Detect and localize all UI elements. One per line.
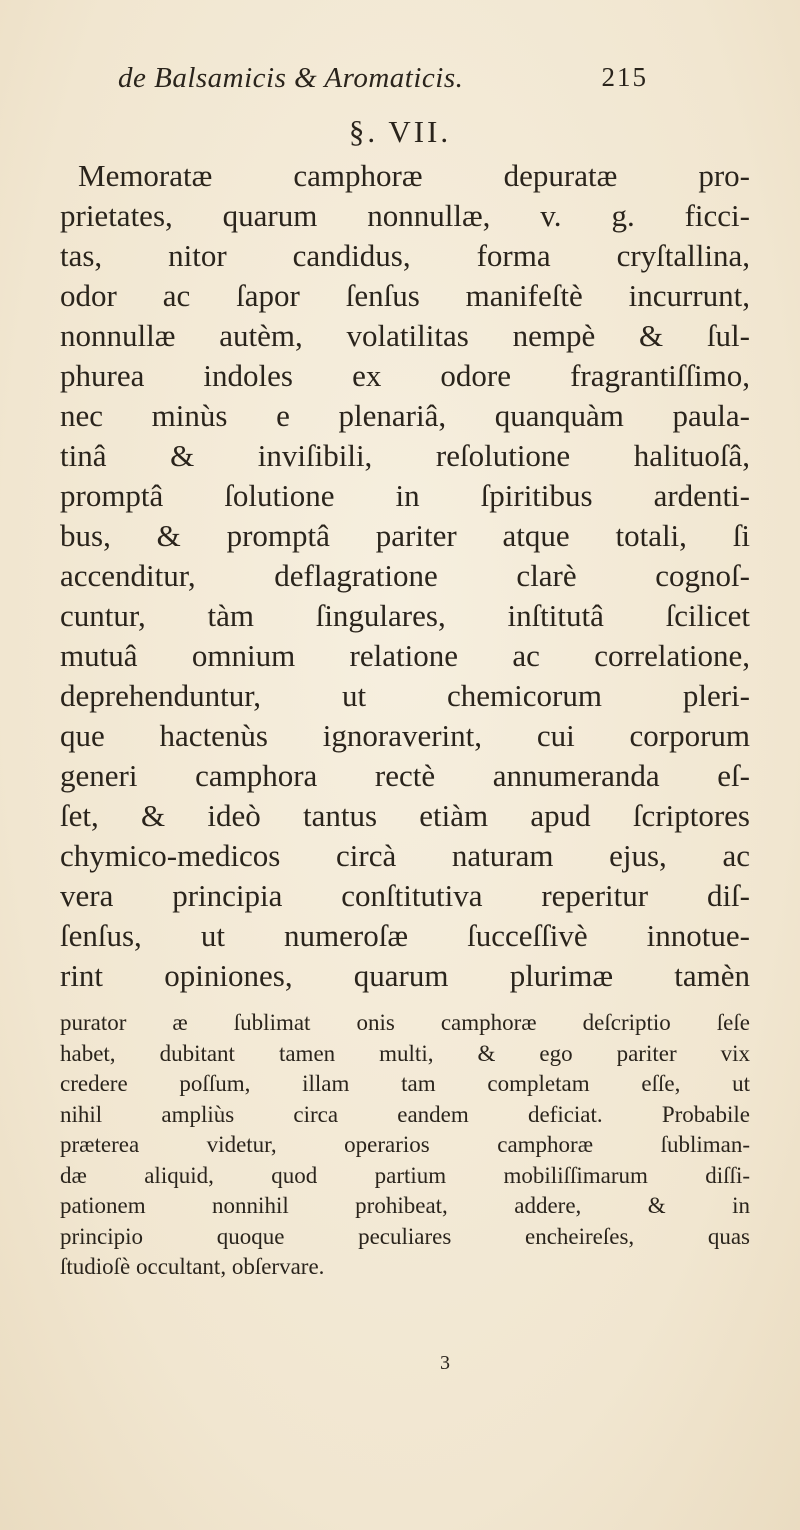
footnote-line: credere poſſum, illam tam completam eſſe, ut — [60, 1071, 750, 1096]
footnote-line: præterea videtur, operarios camphoræ ſubliman- — [60, 1132, 750, 1157]
text-line: Memoratæ camphoræ depuratæ pro- — [78, 158, 750, 193]
footnote-line: ſtudioſè occultant, obſervare. — [60, 1254, 325, 1279]
text-line: vera principia conſtitutiva reperitur diſ- — [60, 878, 750, 913]
section-heading: §. VII. — [348, 114, 452, 149]
text-line: accenditur, deflagratione clarè cognoſ- — [60, 558, 750, 593]
text-line: ſenſus, ut numeroſæ ſucceſſivè innotue- — [60, 918, 750, 953]
running-title: de Balsamicis & Aromaticis. — [118, 62, 464, 94]
text-line: chymico-medicos circà naturam ejus, ac — [60, 838, 750, 873]
text-line: promptâ ſolutione in ſpiritibus ardenti- — [60, 478, 750, 513]
text-line: phurea indoles ex odore fragrantiſſimo, — [60, 358, 750, 393]
text-line: rint opiniones, quarum plurimæ tamèn — [60, 958, 750, 993]
running-head — [118, 62, 648, 102]
note-gap — [60, 996, 750, 1008]
footnote-line: pationem nonnihil prohibeat, addere, & in — [60, 1193, 750, 1218]
body-text — [60, 156, 750, 1283]
text-line: cuntur, tàm ſingulares, inſtitutâ ſcilicet — [60, 598, 750, 633]
text-line: prietates, quarum nonnullæ, v. g. ficci- — [60, 198, 750, 233]
page-number: 215 — [601, 62, 648, 92]
text-line: generi camphora rectè annumeranda eſ- — [60, 758, 750, 793]
footnote-line: habet, dubitant tamen multi, & ego pariter vix — [60, 1040, 750, 1066]
text-line: ſet, & ideò tantus etiàm apud ſcriptores — [60, 798, 750, 833]
footnote-line: dæ aliquid, quod partium mobiliſſimarum diſſi- — [60, 1162, 750, 1188]
footnote-line: nihil ampliùs circa eandem deficiat. Probabile — [60, 1101, 750, 1127]
text-line: bus, & promptâ pariter atque totali, ſi — [60, 518, 750, 553]
text-line: mutuâ omnium relatione ac correlatione, — [60, 638, 750, 673]
text-line: tinâ & inviſibili, reſolutione halituoſâ, — [60, 438, 750, 473]
footnote-line: purator æ ſublimat onis camphoræ deſcriptio ſeſe — [60, 1010, 750, 1035]
text-line: odor ac ſapor ſenſus manifeſtè incurrunt, — [60, 278, 750, 313]
text-line: nec minùs e plenariâ, quanquàm paula- — [60, 398, 750, 433]
text-line: tas, nitor candidus, forma cryſtallina, — [60, 238, 750, 273]
signature-mark: 3 — [440, 1352, 450, 1374]
text-line: que hactenùs ignoraverint, cui corporum — [60, 718, 750, 753]
footnote-line: principio quoque peculiares encheireſes, quas — [60, 1223, 750, 1249]
text-line: deprehenduntur, ut chemicorum pleri- — [60, 678, 750, 713]
text-line: nonnullæ autèm, volatilitas nempè & ſul- — [60, 318, 750, 353]
